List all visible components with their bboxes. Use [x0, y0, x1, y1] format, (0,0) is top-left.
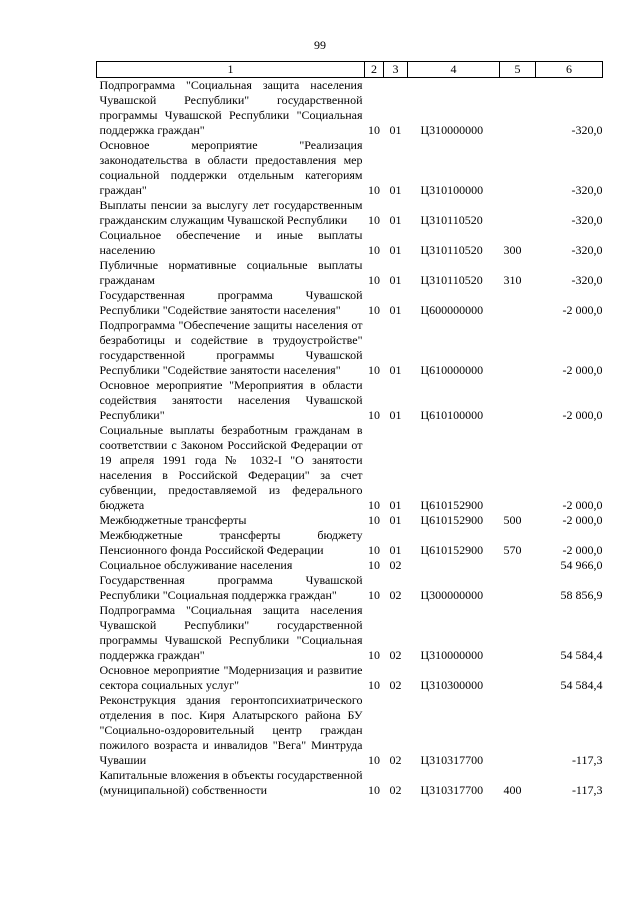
row-amount-cell: 58 856,9 [560, 588, 603, 602]
row-section-cell: 10 [368, 213, 380, 227]
table-row [97, 513, 603, 528]
row-section-cell: 10 [368, 648, 380, 662]
row-expense-type-cell: 400 [503, 783, 522, 797]
row-target-article-cell: Ц310100000 [420, 183, 484, 197]
row-subsection-cell: 02 [389, 588, 402, 602]
row-expense-type-cell: 500 [503, 513, 522, 527]
table-row [97, 228, 603, 258]
row-target-article-cell: Ц610152900 [420, 543, 484, 557]
table-body [97, 78, 603, 799]
table-row [97, 288, 603, 318]
row-amount-cell: -2 000,0 [562, 513, 603, 527]
row-name-cell: Реконструкция здания геронтопсихиатрического отделения в пос. Киря Алатырского района БУ "Социально-оздоровительный центр граждан пожилого возраста и инвалидов "Вега" Минтруда Чувашии [99, 693, 363, 767]
row-target-article-cell: Ц600000000 [420, 303, 484, 317]
row-target-article-cell: Ц310110520 [420, 243, 483, 257]
row-subsection-cell: 01 [389, 123, 402, 137]
header-cell-4: 4 [408, 62, 500, 78]
row-subsection-cell: 02 [389, 558, 402, 572]
row-name-cell: Капитальные вложения в объекты государственной (муниципальной) собственности [99, 768, 363, 797]
row-expense-type-cell [500, 378, 536, 423]
row-subsection-cell: 01 [389, 498, 402, 512]
header-cell-3: 3 [384, 62, 408, 78]
budget-table-container [96, 61, 602, 798]
row-target-article-cell: Ц300000000 [420, 588, 484, 602]
row-expense-type-cell: 310 [503, 273, 522, 287]
row-expense-type-cell [500, 198, 536, 228]
row-expense-type-cell [500, 318, 536, 378]
table-row [97, 663, 603, 693]
row-target-article-cell [408, 558, 500, 573]
row-section-cell: 10 [368, 303, 380, 317]
row-target-article-cell: Ц310000000 [420, 123, 484, 137]
row-amount-cell: 54 584,4 [560, 678, 603, 692]
row-subsection-cell: 01 [389, 183, 402, 197]
row-subsection-cell: 02 [389, 753, 402, 767]
row-name-cell: Межбюджетные трансферты бюджету Пенсионного фонда Российской Федерации [99, 528, 363, 557]
row-section-cell: 10 [368, 783, 380, 797]
header-cell-6: 6 [536, 62, 603, 78]
row-expense-type-cell [500, 603, 536, 663]
row-section-cell: 10 [368, 543, 380, 557]
row-amount-cell: -320,0 [571, 243, 603, 257]
row-amount-cell: -320,0 [571, 183, 603, 197]
row-section-cell: 10 [368, 753, 380, 767]
header-cell-5: 5 [500, 62, 536, 78]
row-subsection-cell: 01 [389, 303, 402, 317]
row-target-article-cell: Ц610152900 [420, 498, 484, 512]
row-name-cell: Социальные выплаты безработным гражданам в соответствии с Законом Российской Федерации от 19 апреля 1991 года № 1032-I "О занятости населения в Российской Федерации" за счет субвенции, предоставляемой из федерального бюджета [99, 423, 363, 512]
row-amount-cell: -320,0 [571, 213, 603, 227]
row-target-article-cell: Ц310317700 [420, 753, 484, 767]
row-expense-type-cell [500, 288, 536, 318]
table-row [97, 198, 603, 228]
row-target-article-cell: Ц310000000 [420, 648, 484, 662]
row-subsection-cell: 01 [389, 273, 402, 287]
row-name-cell: Социальное обслуживание населения [99, 558, 293, 572]
row-subsection-cell: 02 [389, 648, 402, 662]
row-section-cell: 10 [368, 408, 380, 422]
row-name-cell: Государственная программа Чувашской Республики "Содействие занятости населения" [99, 288, 363, 317]
row-target-article-cell: Ц310300000 [420, 678, 484, 692]
row-expense-type-cell [500, 138, 536, 198]
row-target-article-cell: Ц610152900 [420, 513, 484, 527]
row-name-cell: Выплаты пенсии за выслугу лет государственным гражданским служащим Чувашской Республики [99, 198, 363, 227]
header-cell-2: 2 [365, 62, 384, 78]
table-row [97, 528, 603, 558]
row-name-cell: Основное мероприятие "Реализация законодательства в области предоставления мер социальной поддержки отдельным категориям граждан" [99, 138, 363, 197]
table-row [97, 78, 603, 139]
row-subsection-cell: 01 [389, 543, 402, 557]
row-expense-type-cell [500, 693, 536, 768]
row-name-cell: Государственная программа Чувашской Республики "Социальная поддержка граждан" [99, 573, 363, 602]
row-section-cell: 10 [368, 678, 380, 692]
row-amount-cell: -320,0 [571, 273, 603, 287]
row-subsection-cell: 02 [389, 678, 402, 692]
row-subsection-cell: 01 [389, 513, 402, 527]
row-target-article-cell: Ц310317700 [420, 783, 484, 797]
row-amount-cell: -2 000,0 [562, 363, 603, 377]
row-amount-cell: 54 966,0 [560, 558, 603, 572]
row-section-cell: 10 [368, 363, 380, 377]
row-amount-cell: -2 000,0 [562, 543, 603, 557]
row-section-cell: 10 [368, 498, 380, 512]
budget-table [96, 61, 603, 798]
row-section-cell: 10 [368, 123, 380, 137]
row-expense-type-cell [500, 573, 536, 603]
row-target-article-cell: Ц310110520 [420, 273, 483, 287]
table-row [97, 558, 603, 573]
row-amount-cell: 54 584,4 [560, 648, 603, 662]
row-subsection-cell: 01 [389, 363, 402, 377]
row-name-cell: Публичные нормативные социальные выплаты гражданам [99, 258, 363, 287]
row-subsection-cell: 01 [389, 243, 402, 257]
table-row [97, 693, 603, 768]
row-subsection-cell: 01 [389, 408, 402, 422]
table-row [97, 573, 603, 603]
row-amount-cell: -2 000,0 [562, 498, 603, 512]
table-row [97, 138, 603, 198]
table-row [97, 768, 603, 798]
page-number: 99 [314, 38, 326, 52]
row-section-cell: 10 [368, 513, 380, 527]
table-row [97, 423, 603, 513]
row-subsection-cell: 01 [389, 213, 402, 227]
table-row [97, 378, 603, 423]
row-name-cell: Подпрограмма "Социальная защита населения Чувашской Республики" государственной программы Чувашской Республики "Социальная поддержка граждан" [99, 78, 363, 137]
row-name-cell: Межбюджетные трансферты [99, 513, 247, 527]
row-section-cell: 10 [368, 183, 380, 197]
table-header [97, 62, 603, 78]
row-name-cell: Подпрограмма "Социальная защита населения Чувашской Республики" государственной программы Чувашской Республики "Социальная поддержка граждан" [99, 603, 363, 662]
table-row [97, 318, 603, 378]
row-amount-cell: -2 000,0 [562, 303, 603, 317]
row-expense-type-cell [500, 78, 536, 139]
row-section-cell: 10 [368, 588, 380, 602]
row-amount-cell: -320,0 [571, 123, 603, 137]
row-expense-type-cell [500, 558, 536, 573]
row-expense-type-cell: 570 [503, 543, 522, 557]
row-name-cell: Социальное обеспечение и иные выплаты населению [99, 228, 363, 257]
row-subsection-cell: 02 [389, 783, 402, 797]
row-expense-type-cell [500, 423, 536, 513]
row-section-cell: 10 [368, 558, 380, 572]
row-expense-type-cell [500, 663, 536, 693]
row-amount-cell: -2 000,0 [562, 408, 603, 422]
table-row [97, 258, 603, 288]
row-name-cell: Подпрограмма "Обеспечение защиты населения от безработицы и содействие в трудоустройстве" государственной программы Чувашской Республики "Содействие занятости населения" [99, 318, 363, 377]
row-name-cell: Основное мероприятие "Модернизация и развитие сектора социальных услуг" [99, 663, 363, 692]
row-amount-cell: -117,3 [571, 753, 603, 767]
row-target-article-cell: Ц610000000 [420, 363, 484, 377]
row-amount-cell: -117,3 [571, 783, 603, 797]
row-target-article-cell: Ц610100000 [420, 408, 484, 422]
row-expense-type-cell: 300 [503, 243, 522, 257]
row-section-cell: 10 [368, 243, 380, 257]
row-name-cell: Основное мероприятие "Мероприятия в области содействия занятости населения Чувашской Республики" [99, 378, 363, 422]
row-section-cell: 10 [368, 273, 380, 287]
header-row [97, 62, 603, 78]
header-cell-1: 1 [97, 62, 365, 78]
table-row [97, 603, 603, 663]
row-target-article-cell: Ц310110520 [420, 213, 483, 227]
